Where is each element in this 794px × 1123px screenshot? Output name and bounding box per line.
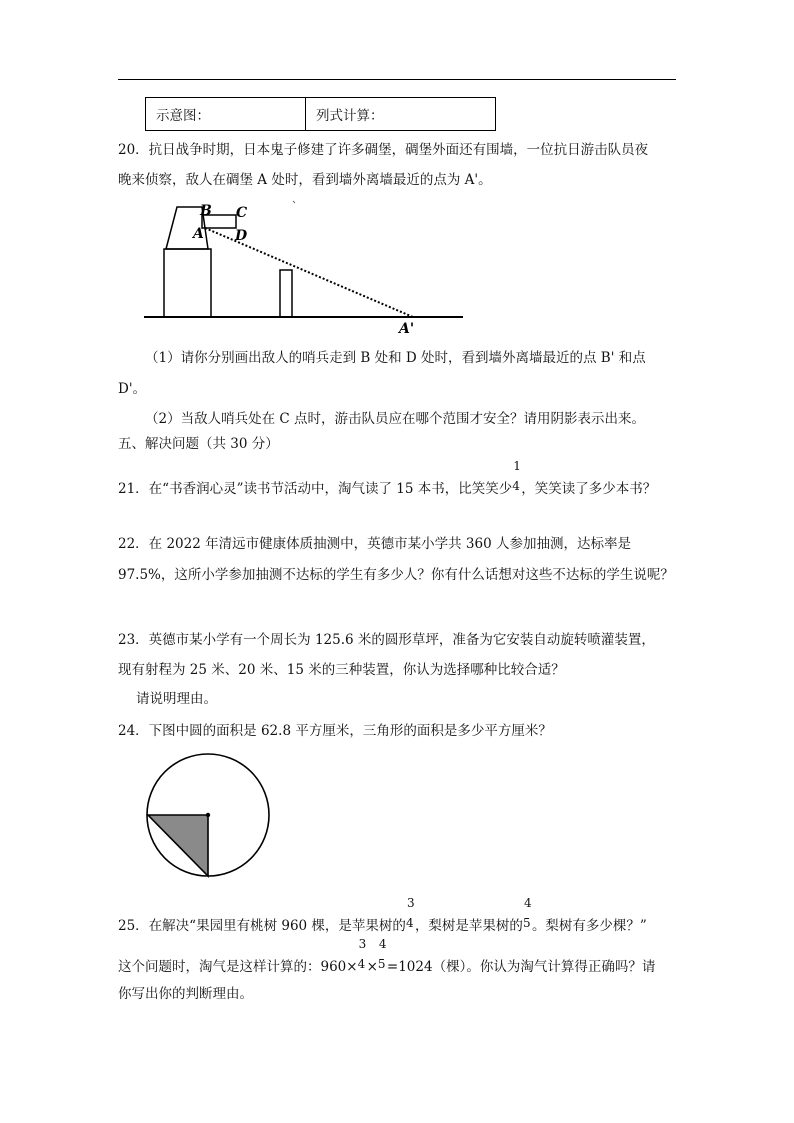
q21-after: ，笑笑读了多少本书？ [521, 481, 657, 497]
triangle [148, 815, 208, 876]
label-d: D [235, 228, 248, 244]
center-dot [206, 813, 210, 817]
q25-line1 [118, 896, 647, 935]
q24-line1: 24．下图中圆的面积是 62.8 平方厘米，三角形的面积是多少平方厘米？ [118, 723, 552, 739]
q20-sub1-line2: D'。 [118, 381, 147, 397]
label-a-prime: A' [399, 321, 415, 337]
q25-line2-b: =1024（棵）。你认为淘气计算得正确吗？请 [386, 959, 656, 975]
q25-part3: 。梨树有多少棵？” [531, 918, 647, 934]
q25-part2: ，梨树是苹果树的 [414, 918, 523, 934]
q25-line2-a: 这个问题时，淘气是这样计算的：960× [118, 959, 358, 975]
q25-line3: 你写出你的判断理由。 [118, 986, 253, 1002]
q25-fraction-2 [522, 896, 532, 930]
q25-f3-num: 3 [358, 937, 367, 951]
q21-frac-den: 4 [512, 479, 520, 493]
q25-line2 [118, 937, 656, 976]
q20-line2: 晚来侦察，敌人在碉堡 A 处时，看到墙外离墙最近的点为 A'。 [118, 172, 492, 188]
q20-sub1-line1: （1）请你分别画出敌人的哨兵走到 B 处和 D 处时，看到墙外离墙最近的点 B' 和点 [145, 350, 646, 366]
section-title: 五、解决问题（共 30 分） [118, 436, 279, 452]
q21-frac-num: 1 [513, 459, 521, 473]
q23-line1: 23．英德市某小学有一个周长为 125.6 米的圆形草坪，准备为它安装自动旋转喷灌装置， [118, 632, 655, 648]
q25-part1: 25．在解决“果园里有桃树 960 棵，是苹果树的 [118, 918, 406, 934]
q25-f1-num: 3 [406, 896, 415, 910]
diagram-cell: 示意图： [146, 98, 306, 131]
q25-f2-den: 5 [522, 916, 531, 930]
label-b: B [200, 203, 212, 219]
q25-fraction-3 [357, 937, 367, 971]
calculation-cell: 列式计算： [306, 98, 496, 131]
q25-f4-den: 5 [377, 957, 386, 971]
q25-f1-den: 4 [405, 916, 414, 930]
q25-fraction-1 [405, 896, 415, 930]
q23-line3: 请说明理由。 [136, 691, 217, 707]
label-c: C [236, 205, 248, 221]
q25-times: × [366, 959, 378, 975]
q20-sub2: （2）当敌人哨兵处在 C 点时，游击队员应在哪个范围才安全？请用阴影表示出来。 [145, 411, 645, 427]
q23-line2: 现有射程为 25 米、20 米、15 米的三种装置，你认为选择哪种比较合适？ [118, 662, 565, 678]
q25-f4-num: 4 [378, 937, 387, 951]
label-a: A [193, 226, 204, 242]
q22-line1: 22．在 2022 年清远市健康体质抽测中，英德市某小学共 360 人参加抽测，达标率是 [118, 536, 631, 552]
q25-fraction-4 [377, 937, 387, 971]
q25-f2-num: 4 [523, 896, 532, 910]
q22-line2: 97.5%，这所小学参加抽测不达标的学生有多少人？你有什么话想对这些不达标的学生说呢？ [118, 567, 674, 583]
q25-f3-den: 4 [357, 957, 366, 971]
q21-before: 21．在“书香润心灵”读书节活动中，淘气读了 15 本书，比笑笑少 [118, 481, 513, 497]
q20-line1: 20．抗日战争时期，日本鬼子修建了许多碉堡，碉堡外面还有围墙，一位抗日游击队员夜 [118, 142, 649, 158]
